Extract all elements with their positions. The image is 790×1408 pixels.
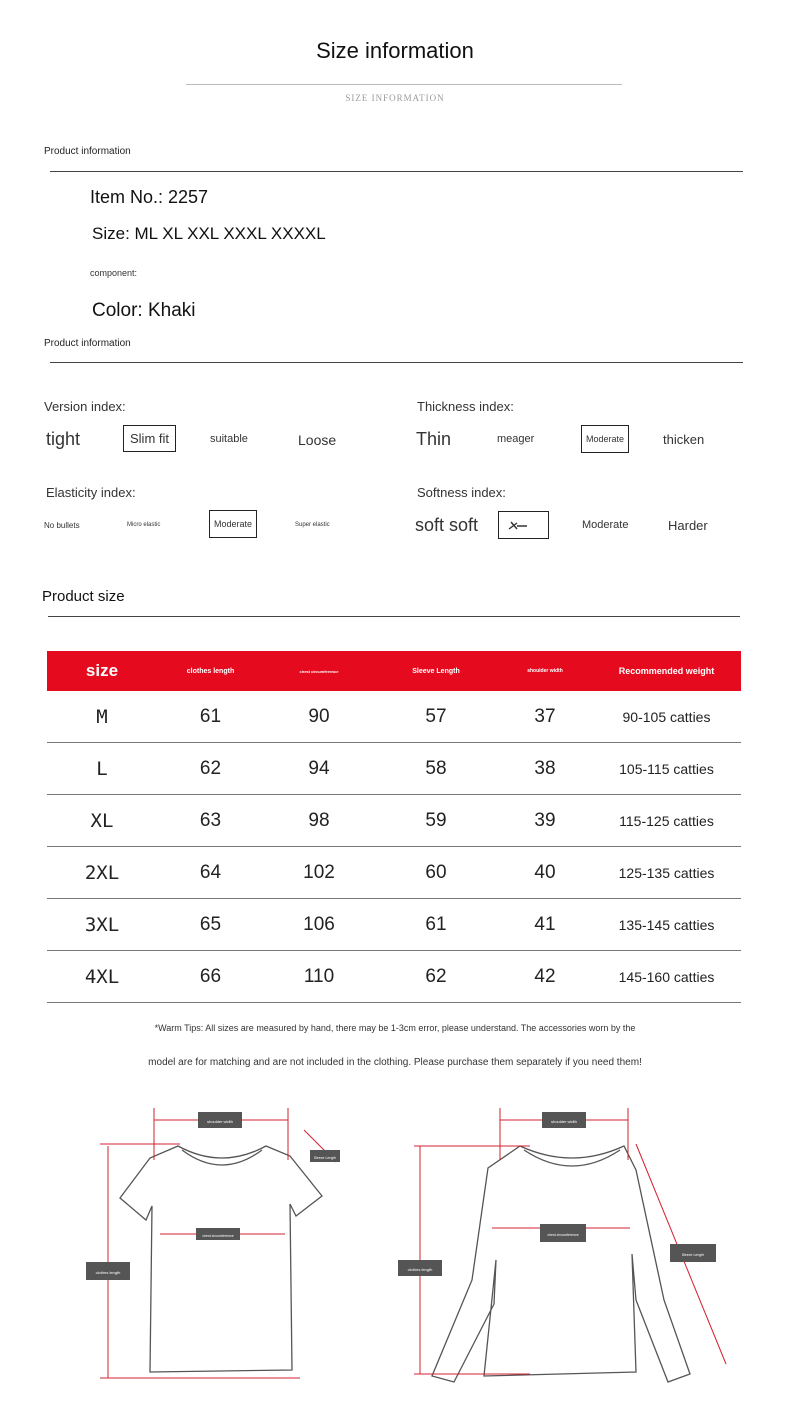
cell-weight: 135-145 catties	[592, 899, 741, 951]
thickness-option-thicken: thicken	[663, 432, 705, 447]
color-info: Color: Khaki	[92, 300, 196, 321]
cell-shoulder-width: 42	[498, 951, 592, 1003]
size-list: Size: ML XL XXL XXXL XXXXL	[92, 224, 326, 243]
cell-size: 4XL	[47, 951, 157, 1003]
cell-clothes-length: 61	[157, 691, 264, 743]
table-row	[47, 951, 741, 1003]
cell-chest: 106	[264, 899, 374, 951]
item-number: Item No.: 2257	[90, 187, 209, 207]
product-size-divider	[48, 616, 740, 617]
softness-option-selected	[498, 511, 549, 539]
softness-mark-icon	[505, 517, 542, 533]
cell-sleeve-length: 61	[374, 899, 498, 951]
cell-size: 2XL	[47, 847, 157, 899]
cell-shoulder-width: 40	[498, 847, 592, 899]
cell-clothes-length: 63	[157, 795, 264, 847]
cell-size: XL	[47, 795, 157, 847]
thickness-option-meager: meager	[497, 433, 535, 445]
cell-sleeve-length: 58	[374, 743, 498, 795]
version-index-label: Version index:	[44, 399, 126, 414]
thickness-index-label: Thickness index:	[417, 399, 514, 414]
cell-shoulder-width: 39	[498, 795, 592, 847]
table-row	[47, 795, 741, 847]
warm-tips-line-2: model are for matching and are not included in the clothing. Please purchase them separately if you need them!	[148, 1057, 642, 1068]
short-sleeve-measure-lines	[100, 1108, 336, 1378]
cell-weight: 145-160 catties	[592, 951, 741, 1003]
cell-chest: 110	[264, 951, 374, 1003]
shoulder-label-right: shoulder width	[551, 1119, 577, 1124]
elasticity-option-super-elastic: Super elastic	[295, 522, 330, 528]
cell-weight: 105-115 catties	[592, 743, 741, 795]
version-option-slim-fit: Slim fit	[123, 425, 176, 452]
table-row	[47, 743, 741, 795]
cell-weight: 90-105 catties	[592, 691, 741, 743]
length-label-left: clothes length	[95, 1270, 121, 1275]
measurement-diagram	[0, 1100, 790, 1400]
softness-index-label: Softness index:	[417, 485, 506, 500]
cell-size: L	[47, 743, 157, 795]
table-row	[47, 899, 741, 951]
elasticity-option-no-bullets: No bullets	[44, 521, 80, 530]
indices-divider	[50, 362, 743, 363]
product-info-label: Product information	[44, 146, 131, 157]
cell-clothes-length: 62	[157, 743, 264, 795]
product-size-title: Product size	[42, 588, 125, 605]
cell-chest: 90	[264, 691, 374, 743]
shoulder-label-left: shoulder width	[207, 1119, 233, 1124]
cell-chest: 94	[264, 743, 374, 795]
warm-tips-line-1: *Warm Tips: All sizes are measured by hand, there may be 1-3cm error, please understand. The accessories worn by the	[154, 1023, 636, 1033]
cell-chest: 98	[264, 795, 374, 847]
page-title: Size information	[316, 38, 474, 63]
header-clothes-length: clothes length	[157, 651, 264, 691]
softness-option-harder: Harder	[668, 518, 708, 533]
elasticity-option-moderate: Moderate	[209, 510, 257, 538]
chest-label-right: chest circumference	[547, 1233, 579, 1237]
cell-weight: 115-125 catties	[592, 795, 741, 847]
cell-shoulder-width: 41	[498, 899, 592, 951]
length-label-right: clothes length	[407, 1267, 433, 1272]
version-option-loose: Loose	[298, 432, 337, 448]
title-divider	[186, 84, 622, 85]
header-chest: chest circumference	[264, 651, 374, 691]
version-option-tight: tight	[46, 429, 81, 449]
sleeve-label-left: Sleeve Length	[313, 1156, 337, 1160]
header-shoulder-width: shoulder width	[498, 651, 592, 691]
cell-clothes-length: 65	[157, 899, 264, 951]
size-table-header	[47, 651, 741, 691]
cell-size: M	[47, 691, 157, 743]
product-info-divider	[50, 171, 743, 172]
cell-sleeve-length: 59	[374, 795, 498, 847]
component-label: component:	[90, 268, 138, 278]
table-row	[47, 847, 741, 899]
header-recommended-weight: Recommended weight	[592, 651, 741, 691]
table-row	[47, 691, 741, 743]
cell-sleeve-length: 57	[374, 691, 498, 743]
elasticity-index-label: Elasticity index:	[46, 485, 136, 500]
softness-option-moderate: Moderate	[582, 519, 629, 531]
sleeve-label-right: Sleeve Length	[681, 1253, 705, 1257]
cell-shoulder-width: 37	[498, 691, 592, 743]
chest-label-left: chest circumference	[202, 1234, 234, 1238]
cell-sleeve-length: 62	[374, 951, 498, 1003]
thickness-option-moderate: Moderate	[581, 425, 629, 453]
cell-sleeve-length: 60	[374, 847, 498, 899]
header-size: size	[47, 651, 157, 691]
cell-clothes-length: 64	[157, 847, 264, 899]
header-sleeve-length: Sleeve Length	[374, 651, 498, 691]
page-subtitle: SIZE INFORMATION	[345, 93, 445, 103]
softness-option-soft: soft soft	[415, 515, 479, 535]
short-sleeve-tee-illustration	[120, 1146, 322, 1372]
elasticity-option-micro-elastic: Micro elastic	[127, 522, 161, 528]
cell-weight: 125-135 catties	[592, 847, 741, 899]
size-table	[47, 651, 741, 1003]
cell-shoulder-width: 38	[498, 743, 592, 795]
indices-section-label: Product information	[44, 338, 131, 349]
version-option-suitable: suitable	[210, 433, 248, 445]
cell-chest: 102	[264, 847, 374, 899]
cell-size: 3XL	[47, 899, 157, 951]
cell-clothes-length: 66	[157, 951, 264, 1003]
thickness-option-thin: Thin	[416, 429, 452, 449]
